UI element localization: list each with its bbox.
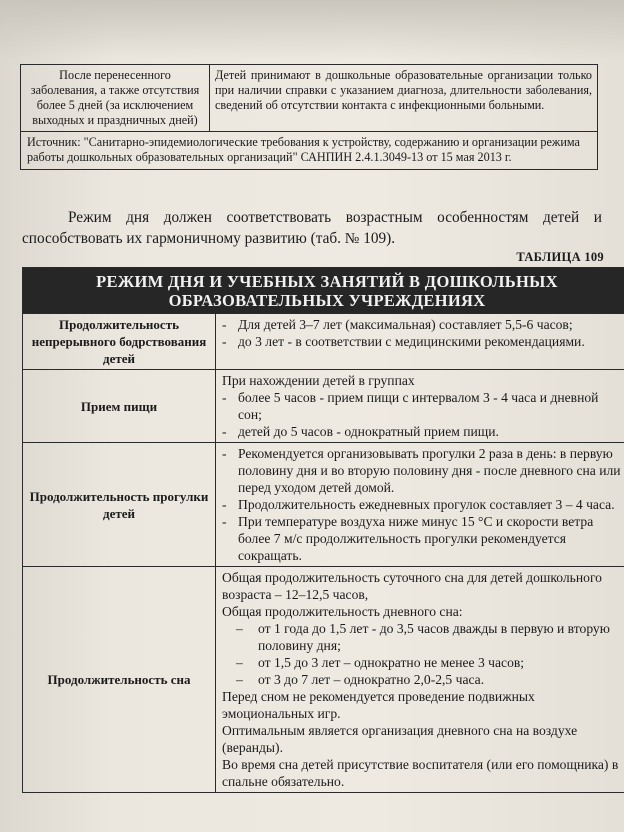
list-item: - Продолжительность ежедневных прогулок составляет 3 – 4 часа. [222,496,624,513]
table-row [23,370,624,443]
list-item: – от 1,5 до 3 лет – однократно не менее 3 часов; [222,654,624,671]
list-item: - Для детей 3–7 лет (максимальная) составляет 5,5-6 часов; [222,316,624,333]
row-content [216,567,624,793]
list-item: – от 3 до 7 лет – однократно 2,0-2,5 часа. [222,671,624,688]
table-row [21,65,598,132]
sleep-day-heading: Общая продолжительность дневного сна: [222,604,463,619]
sleep-note: Оптимальным является организация дневного сна на воздухе (веранды). [222,723,578,755]
admission-table [20,64,598,170]
row-label: Продолжительность непрерывного бодрствования детей [23,314,216,370]
list-item: - Рекомендуется организовывать прогулки 2 раза в день: в первую половину дня и во вторую половину дня - после дневного сна или перед уходом детей домой. [222,445,624,496]
list-item: – от 1 года до 1,5 лет - до 3,5 часов дважды в первую и вторую половину дня; [222,620,624,654]
list-item: - При температуре воздуха ниже минус 15 °С и скорости ветра более 7 м/с продолжительность прогулки рекомендуется сокращать. [222,513,624,564]
row-content [216,370,624,443]
list-item: - детей до 5 часов - однократный прием пищи. [222,423,624,440]
sleep-total: Общая продолжительность суточного сна для детей дошкольного возраста – 12–12,5 часов, [222,570,602,602]
table-header-row [23,268,624,314]
page-shadow [0,0,624,60]
source-note: Источник: "Санитарно-эпидемиологические требования к устройству, содержанию и организации режима работы дошкольных образовательных организаций" САНПИН 2.4.1.3049-13 от 15 мая 2013 г. [21,132,598,170]
table-number-label: ТАБЛИЦА 109 [516,250,604,264]
row-label: Продолжительность прогулки детей [23,443,216,567]
row-content [216,314,624,370]
table-row [23,567,624,793]
sleep-note: Во время сна детей присутствие воспитателя (или его помощника) в спальне обязательно. [222,757,619,789]
daily-regime-table [22,267,624,793]
row-content [216,443,624,567]
table-cell-rule: Детей принимают в дошкольные образовательные организации только при наличии справки с указанием диагноза, длительности заболевания, сведений об отсутствии контакта с инфекционными больными. [210,65,598,132]
table-cell-condition: После перенесенного заболевания, а также отсутствия более 5 дней (за исключением выходных и праздничных дней) [21,65,210,132]
body-paragraph: Режим дня должен соответствовать возрастным особенностям детей и способствовать их гармоничному развитию (таб. № 109). [22,209,602,247]
row-label: Прием пищи [23,370,216,443]
table-row [21,132,598,170]
list-item: - до 3 лет - в соответствии с медицинскими рекомендациями. [222,333,624,350]
table-title: РЕЖИМ ДНЯ И УЧЕБНЫХ ЗАНЯТИЙ В ДОШКОЛЬНЫХ ОБРАЗОВАТЕЛЬНЫХ УЧРЕЖДЕНИЯХ [23,268,624,314]
sleep-note: Перед сном не рекомендуется проведение подвижных эмоциональных игр. [222,689,535,721]
row-label: Продолжительность сна [23,567,216,793]
table-row [23,443,624,567]
table-row [23,314,624,370]
list-item: - более 5 часов - прием пищи с интервалом 3 - 4 часа и дневной сон; [222,389,624,423]
row-intro: При нахождении детей в группах [222,373,415,388]
